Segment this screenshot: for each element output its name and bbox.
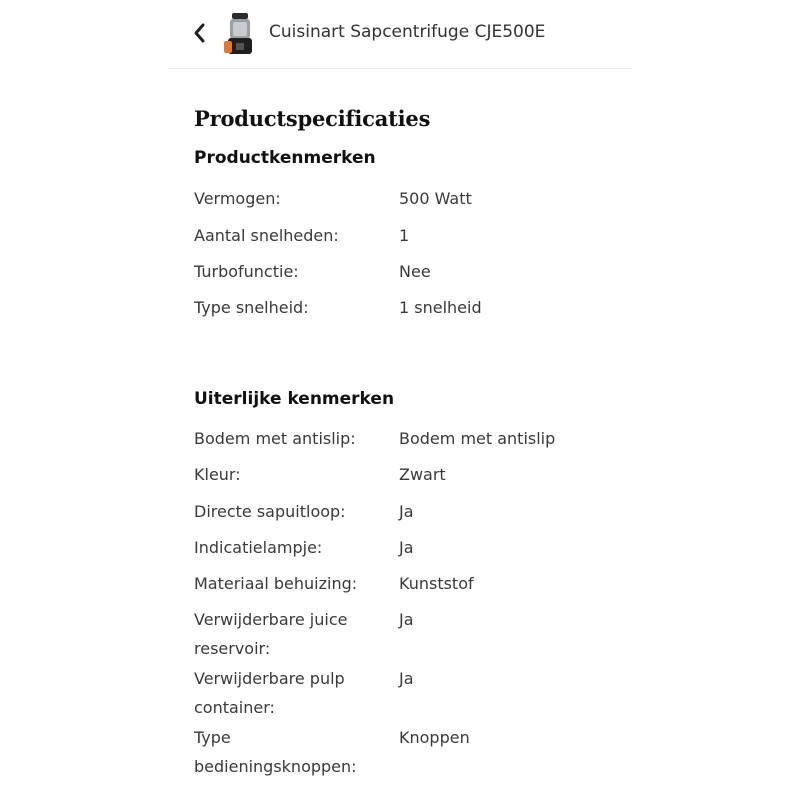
product-thumbnail[interactable] [224, 11, 256, 57]
section-title-productkenmerken: Productkenmerken [194, 148, 376, 168]
spec-value: 500 Watt [399, 189, 472, 208]
spec-label: Materiaal behuizing: [194, 574, 358, 593]
spec-label: Type bedieningsknoppen: [194, 728, 357, 776]
spec-value: 1 snelheid [399, 298, 482, 317]
chevron-left-icon [190, 21, 212, 45]
spec-label: Verwijderbare pulp container: [194, 669, 345, 717]
spec-panel [168, 0, 632, 800]
top-bar [168, 0, 632, 69]
spec-value: Ja [399, 610, 414, 629]
spec-value: 1 [399, 226, 410, 245]
spec-label: Bodem met antislip: [194, 429, 356, 448]
spec-label: Verwijderbare juice reservoir: [194, 610, 348, 658]
spec-label: Type snelheid: [194, 298, 309, 317]
spec-value: Knoppen [399, 728, 470, 747]
spec-value: Bodem met antislip [399, 429, 556, 448]
spec-value: Nee [399, 262, 431, 281]
page-title: Productspecificaties [194, 106, 431, 131]
spec-label: Turbofunctie: [194, 262, 299, 281]
spec-label: Kleur: [194, 465, 241, 484]
header-title: Cuisinart Sapcentrifuge CJE500E [269, 22, 546, 42]
spec-value: Ja [399, 502, 414, 521]
spec-value: Zwart [399, 465, 446, 484]
section-title-uiterlijke-kenmerken: Uiterlijke kenmerken [194, 389, 395, 409]
spec-label: Aantal snelheden: [194, 226, 339, 245]
spec-label: Vermogen: [194, 189, 281, 208]
spec-value: Kunststof [399, 574, 474, 593]
spec-label: Directe sapuitloop: [194, 502, 346, 521]
spec-label: Indicatielampje: [194, 538, 323, 557]
spec-value: Ja [399, 538, 414, 557]
spec-value: Ja [399, 669, 414, 688]
back-button[interactable] [190, 21, 212, 45]
